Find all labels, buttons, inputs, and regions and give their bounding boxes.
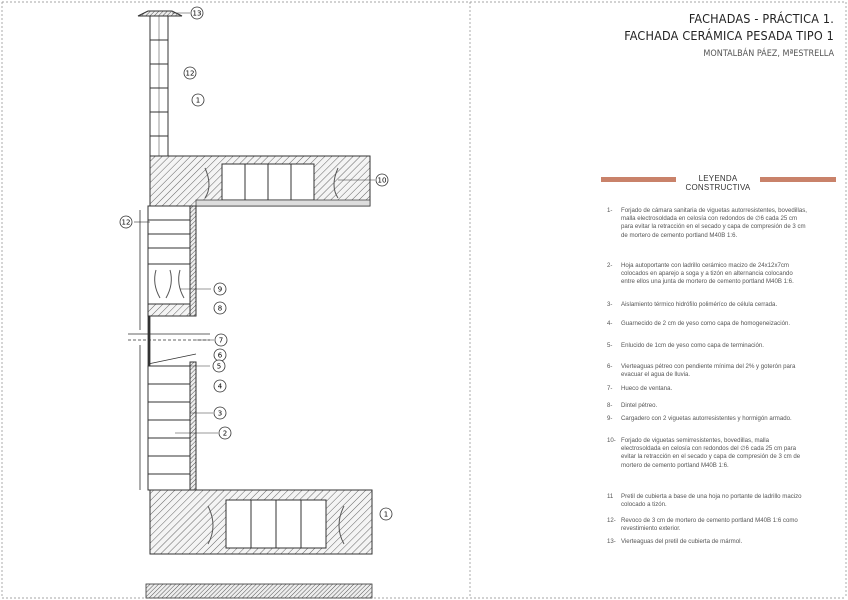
parapet-coping bbox=[138, 11, 182, 16]
callout-9-label: 9 bbox=[217, 285, 223, 294]
callout-4-label: 4 bbox=[217, 382, 223, 391]
legend-item-text: Pretil de cubierta a base de una hoja no portante de ladrillo macizo colocado a tizón. bbox=[621, 493, 802, 509]
sheet-title: FACHADAS - PRÁCTICA 1. bbox=[688, 11, 834, 26]
legend-item-number: 13- bbox=[607, 538, 616, 545]
callout-8-label: 8 bbox=[217, 304, 223, 313]
lower-floor-slab bbox=[150, 490, 372, 554]
callout-4 bbox=[214, 380, 226, 392]
legend-item-text: Forjado de viguetas semirresistentes, bovedillas, malla electrosoldada en celosía con redondos del ∅6 cada 25 cm para evitar la retracción en el secado y capa de compresión de 3 cm de mortero de cemento portland M40B 1:6. bbox=[621, 437, 801, 469]
legend-item-number: 1- bbox=[607, 207, 613, 214]
legend-bar-right bbox=[760, 177, 836, 182]
legend-item-number: 2- bbox=[607, 262, 613, 269]
legend-bar-left bbox=[601, 177, 676, 182]
legend-title: LEYENDA CONSTRUCTIVA bbox=[685, 174, 751, 192]
legend-item-text: Dintel pétreo. bbox=[621, 402, 658, 409]
callout-2-label: 2 bbox=[222, 429, 228, 438]
callout-1-top-label: 1 bbox=[195, 96, 201, 105]
callout-7 bbox=[215, 334, 227, 346]
legend-item-number: 3- bbox=[607, 301, 613, 308]
callout-1-label: 1 bbox=[383, 510, 389, 519]
callout-13 bbox=[191, 7, 203, 19]
callout-12-label: 12 bbox=[121, 218, 131, 227]
legend-item-text: Guarnecido de 2 cm de yeso como capa de homogeneización. bbox=[621, 320, 791, 327]
ground-base bbox=[146, 584, 372, 598]
upper-floor-slab bbox=[150, 156, 370, 206]
callout-1 bbox=[380, 508, 392, 520]
callout-3-label: 3 bbox=[217, 409, 223, 418]
callout-2 bbox=[219, 427, 231, 439]
legend-item-text: Vierteaguas pétreo con pendiente mínima del 2% y goterón para evacuar el agua de lluvia. bbox=[621, 363, 796, 379]
legend-item-text: Cargadero con 2 viguetas autorresistentes y hormigón armado. bbox=[621, 415, 792, 422]
callout-1-top bbox=[192, 94, 204, 106]
legend-item-text: Aislamiento térmico hidrófilo poliméríco de célula cerrada. bbox=[621, 301, 778, 308]
callout-9 bbox=[214, 283, 226, 295]
lower-wall-segment bbox=[148, 362, 196, 490]
legend-item-number: 11 bbox=[607, 493, 614, 500]
lintel-cargadero bbox=[148, 264, 190, 316]
callout-7-label: 7 bbox=[218, 336, 224, 345]
legend-item-number: 9- bbox=[607, 415, 613, 422]
callout-5 bbox=[213, 360, 225, 372]
legend-item-text: Forjado de cámara sanitaria de viguetas autorresistentes, bovedillas, malla electrosoldada en celosía con redondos de ∅6 cada 25 cm para evitar la retracción en el secado y capa de compresión de 3 cm de mortero de cemento portland M40B 1:6. bbox=[621, 207, 807, 239]
sheet-authors: MONTALBÁN PÁEZ, MªESTRELLA bbox=[703, 49, 834, 59]
callout-10-label: 10 bbox=[377, 176, 387, 185]
callout-10 bbox=[376, 174, 388, 186]
parapet-wall bbox=[150, 16, 168, 156]
legend-item-text: Hoja autoportante con ladrillo cerámico macizo de 24x12x7cm colocados en aparejo a soga y a tizón en alternancia colocando entre ellos una junta de mortero de cemento portland M40B 1:6. bbox=[621, 262, 794, 286]
legend-item-number: 7- bbox=[607, 385, 613, 392]
legend-item-number: 4- bbox=[607, 320, 613, 327]
legend-item-number: 6- bbox=[607, 363, 613, 370]
legend-item-number: 5- bbox=[607, 342, 613, 349]
callout-3 bbox=[214, 407, 226, 419]
callout-6-label: 6 bbox=[217, 351, 223, 360]
callout-12-top bbox=[184, 67, 196, 79]
callout-12 bbox=[120, 216, 132, 228]
callout-8 bbox=[214, 302, 226, 314]
legend-item-text: Enlucido de 1cm de yeso como capa de terminación. bbox=[621, 342, 764, 349]
callout-13-label: 13 bbox=[192, 9, 202, 18]
legend-item-text: Vierteaguas del pretil de cubierta de mármol. bbox=[621, 538, 743, 545]
sheet-subtitle: FACHADA CERÁMICA PESADA TIPO 1 bbox=[624, 28, 834, 43]
callout-5-label: 5 bbox=[216, 362, 222, 371]
legend-item-number: 8- bbox=[607, 402, 613, 409]
legend-item-number: 12- bbox=[607, 517, 616, 524]
legend-item-text: Revoco de 3 cm de mortero de cemento portland M40B 1:6 como revestimiento exterior. bbox=[621, 517, 798, 533]
callout-12-top-label: 12 bbox=[185, 69, 195, 78]
legend-item-text: Hueco de ventana. bbox=[621, 385, 673, 392]
callout-6 bbox=[214, 349, 226, 361]
legend-item-number: 10- bbox=[607, 437, 616, 444]
